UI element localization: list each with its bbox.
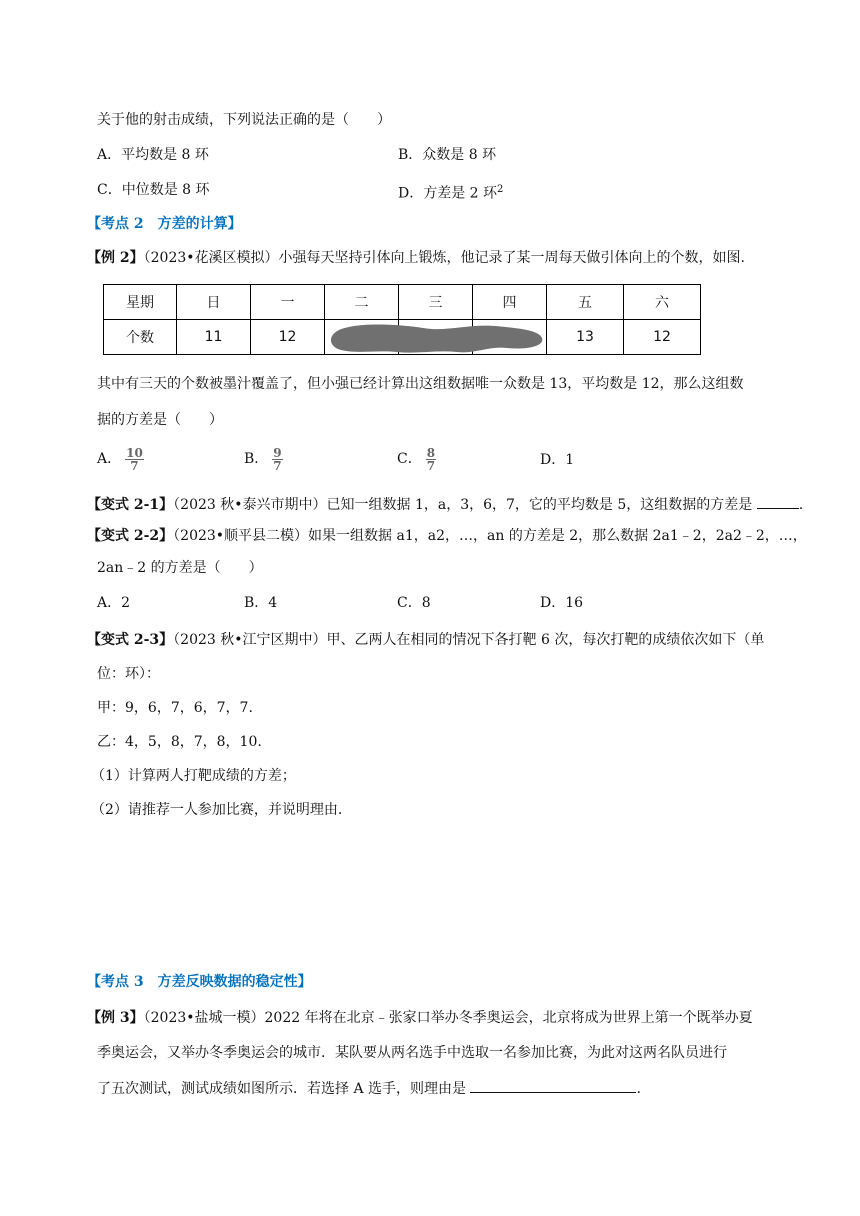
fraction: $\frac{10}{7}$ [126, 445, 143, 473]
table-cell: 12 [624, 320, 701, 355]
variant-2-2-line-2: 2an﹣2 的方差是（ ） [97, 560, 263, 576]
option-c: C．8 [397, 595, 431, 611]
example-2: 【例 2】（2023•花溪区模拟）小强每天坚持引体向上锻炼，他记录了某一周每天做引体向上的个数，如图. [87, 250, 745, 266]
table-cell: 六 [624, 285, 701, 320]
table-cell: 四 [473, 285, 547, 320]
fraction: $\frac{8}{7}$ [426, 445, 436, 473]
example-3-line-2: 季奥运会，又举办冬季奥运会的城市．某队要从两名选手中选取一名参加比赛，为此对这两名队员进行 [97, 1045, 727, 1061]
option-d [398, 180, 503, 204]
example-2-line-2: 其中有三天的个数被墨汁覆盖了，但小强已经计算出这组数据唯一众数是 13，平均数是 12，那么这组数 [97, 376, 744, 392]
table-cell: 日 [177, 285, 251, 320]
option-d: D．16 [540, 595, 584, 611]
section-heading-2: 【考点 2 方差的计算】 [87, 216, 242, 232]
table-cell: 11 [177, 320, 251, 355]
option-c: C．中位数是 8 环 [97, 182, 210, 198]
table-cell: 13 [547, 320, 624, 355]
variant-2-1: 【变式 2-1】（2023 秋•泰兴市期中）已知一组数据 1，a，3，6，7，它的平均数是 5，这组数据的方差是 . [87, 494, 803, 515]
jia-scores: 甲：9，6，7，6，7，7. [97, 700, 253, 716]
example-3: 【例 3】（2023•盐城一模）2022 年将在北京﹣张家口举办冬季奥运会，北京将成为世界上第一个既举办夏 [87, 1010, 753, 1026]
section-heading-3: 【考点 3 方差反映数据的稳定性】 [87, 974, 312, 990]
question-stem: 关于他的射击成绩，下列说法正确的是（ ） [97, 112, 391, 128]
option-d-text: D．方差是 2 环 [398, 185, 498, 202]
table-cell: 二 [325, 285, 399, 320]
table-cell: 个数 [104, 320, 177, 355]
answer-blank [757, 494, 799, 509]
sub-question-2: （2）请推荐一人参加比赛，并说明理由. [91, 802, 343, 818]
table-cell: 五 [547, 285, 624, 320]
option-a: A． $\frac{10}{7}$ [97, 445, 143, 473]
option-a: A．平均数是 8 环 [97, 147, 209, 163]
table-row [104, 285, 701, 320]
table-cell: 12 [251, 320, 325, 355]
table-cell: 星期 [104, 285, 177, 320]
option-b: B．4 [244, 595, 278, 611]
variant-2-3-line-2: 位：环）： [97, 666, 160, 682]
table-cell: 三 [399, 285, 473, 320]
sub-question-1: （1）计算两人打靶成绩的方差； [91, 768, 296, 784]
option-a: A．2 [97, 595, 131, 611]
option-b: B． $\frac{9}{7}$ [244, 445, 282, 473]
option-d-superscript: 2 [497, 184, 504, 195]
option-b: B．众数是 8 环 [398, 147, 497, 163]
example-2-line-3: 据的方差是（ ） [97, 412, 223, 428]
ink-blot-icon [327, 320, 545, 356]
table-cell: 一 [251, 285, 325, 320]
fraction: $\frac{9}{7}$ [273, 445, 282, 473]
answer-blank [470, 1078, 636, 1093]
variant-2-3: 【变式 2-3】（2023 秋•江宁区期中）甲、乙两人在相同的情况下各打靶 6 次，每次打靶的成绩依次如下（单 [87, 632, 765, 648]
example-3-line-3: 了五次测试，测试成绩如图所示．若选择 A 选手，则理由是 . [97, 1078, 641, 1099]
yi-scores: 乙：4，5，8，7，8，10. [97, 734, 262, 750]
option-c: C． $\frac{8}{7}$ [397, 445, 436, 473]
variant-2-2: 【变式 2-2】（2023•顺平县二模）如果一组数据 a1，a2，…，an 的方差是 2，那么数据 2a1﹣2，2a2﹣2，…， [87, 528, 807, 544]
option-d: D．1 [540, 452, 575, 468]
